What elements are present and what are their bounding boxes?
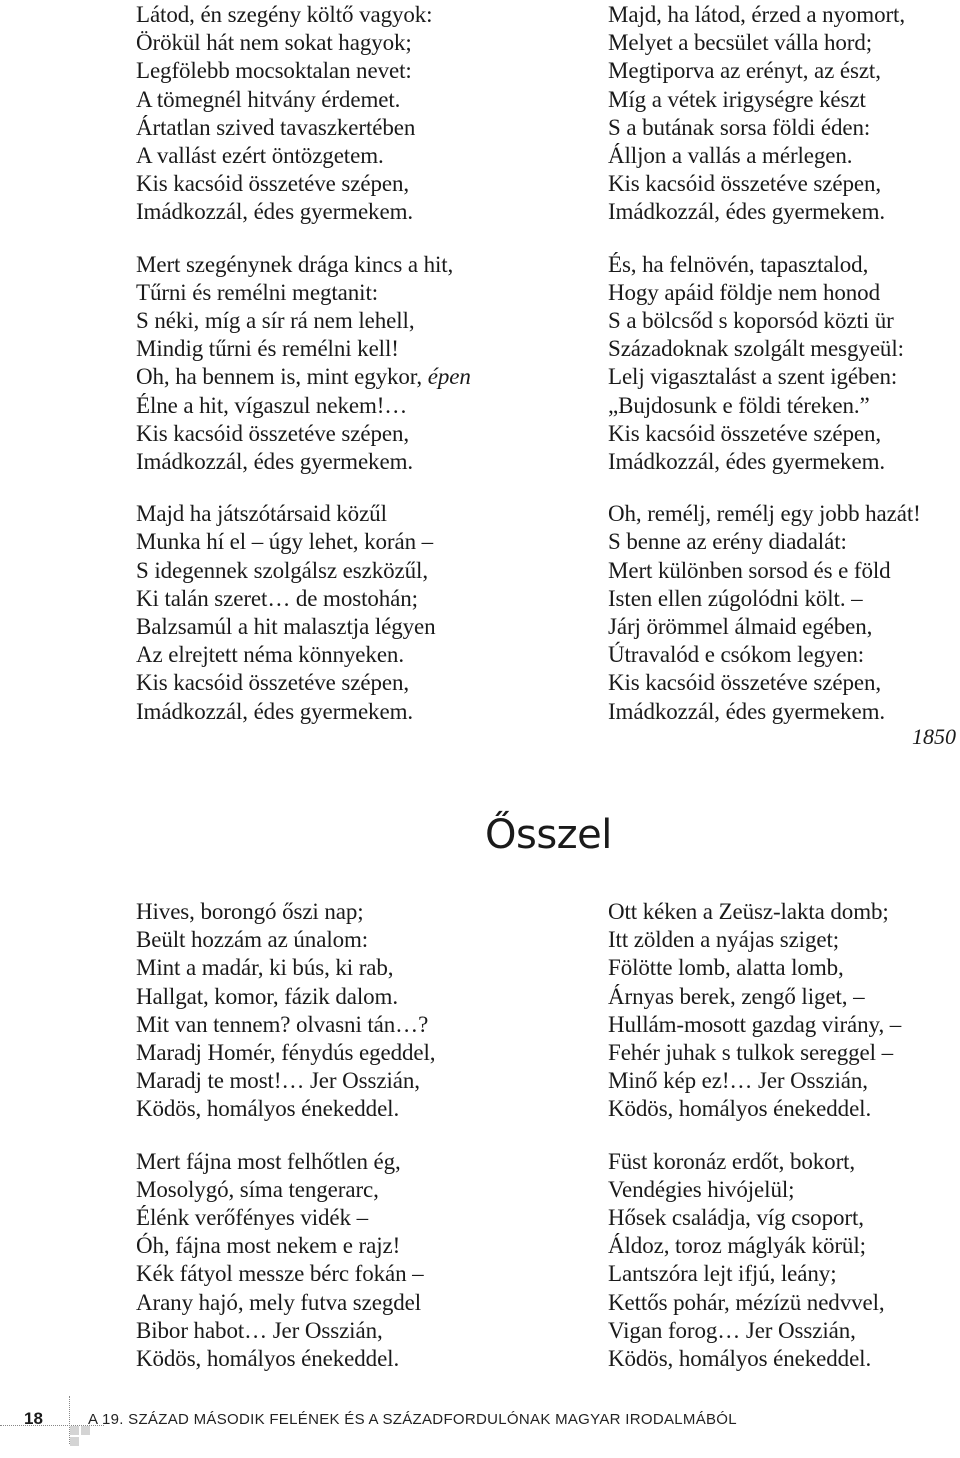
stanza [136,500,471,726]
verse-line: Mert szegénynek drága kincs a hit, [136,251,454,277]
verse-line: Lelj vigasztalást a szent igében: [608,364,898,390]
verse-line: Áldoz, toroz máglyák körül; [608,1233,866,1259]
stanza [136,1,471,227]
verse-line: Hives, borongó őszi nap; [136,899,364,924]
verse-line: Ködös, homályos énekeddel. [136,1346,400,1372]
verse-line: S idegennek szolgálsz eszközűl, [136,557,428,583]
verse-line: Oh, remélj, remélj egy jobb hazát! [608,501,921,527]
verse-line: Kis kacsóid összetéve szépen, [608,420,882,446]
verse-line: Ködös, homályos énekeddel. [608,1096,872,1122]
verse-line: Imádkozzál, édes gyermekem. [136,199,414,225]
verse-line: Itt zölden a nyájas sziget; [608,927,840,953]
verse-line: Minő kép ez!… Jer Osszián, [608,1068,868,1094]
verse-line: A vallást ezért öntözgetem. [136,143,384,169]
verse-line: Oh, ha bennem is, mint egykor, épen [136,364,471,390]
running-head: A 19. SZÁZAD MÁSODIK FELÉNEK ÉS A SZÁZADFORDULÓNAK MAGYAR IRODALMÁBÓL [88,1411,737,1428]
poem1-left-column [136,1,471,726]
verse-line: S néki, míg a sír rá nem lehell, [136,308,415,334]
verse-line: Ködös, homályos énekeddel. [136,1096,400,1122]
verse-line: Ki talán szeret… de mostohán; [136,585,418,611]
verse-line: Századoknak szolgált mesgyeül: [608,336,904,362]
verse-line: Mert különben sorsod és e föld [608,557,891,583]
poem1-right-column [608,1,921,726]
verse-line: Óh, fájna most nekem e rajz! [136,1233,401,1259]
verse-line: Az elrejtett néma könnyeken. [136,642,404,668]
italic-word: épen [427,364,471,390]
verse-line: S benne az erény diadalát: [608,529,847,555]
stanza [136,251,471,477]
verse-line: Míg a vétek irigységre készt [608,86,866,112]
verse-line: Imádkozzál, édes gyermekem. [136,698,414,724]
stanza [608,251,921,477]
verse-line: Mosolygó, síma tengerarc, [136,1176,379,1202]
verse-line: Majd ha játszótársaid közűl [136,501,387,527]
stanza [608,898,901,1124]
verse-line: Melyet a becsület válla hord; [608,30,873,56]
verse-line: Bibor habot… Jer Osszián, [136,1317,383,1343]
verse-line: Vendégies hivójelül; [608,1176,795,1202]
verse-line: Örökül hát nem sokat hagyok; [136,30,412,56]
verse-line: Füst koronáz erdőt, bokort, [608,1148,856,1174]
verse-line: Útravalód e csókom legyen: [608,642,865,668]
verse-line: Ködös, homályos énekeddel. [608,1346,872,1372]
verse-line: Ott kéken a Zeüsz-lakta domb; [608,899,889,924]
stanza [136,898,435,1124]
verse-line: Isten ellen zúgolódni költ. – [608,585,863,611]
verse-line: Ártatlan szived tavaszkertében [136,114,416,140]
decorative-square [70,1426,79,1435]
verse-line: Hullám-mosott gazdag virány, – [608,1011,902,1037]
stanza [608,1,921,227]
verse-line: Maradj Homér, fénydús egeddel, [136,1040,436,1066]
page-footer [0,1396,960,1458]
verse-line: Hallgat, komor, fázik dalom. [136,983,398,1009]
verse-line: Kis kacsóid összetéve szépen, [608,670,882,696]
verse-line: Vigan forog… Jer Osszián, [608,1317,856,1343]
verse-line: Hogy apáid földje nem honod [608,279,880,305]
verse-line: Tűrni és remélni megtanit: [136,279,379,305]
stanza [608,1148,901,1374]
verse-line: Imádkozzál, édes gyermekem. [136,449,414,475]
verse-line: Mit van tennem? olvasni tán…? [136,1011,429,1037]
poem-date: 1850 [912,724,956,749]
verse-line: „Bujdosunk e földi téreken.” [608,392,870,418]
verse-line: Imádkozzál, édes gyermekem. [608,199,886,225]
verse-line: Maradj te most!… Jer Osszián, [136,1068,420,1094]
verse-line: Arany hajó, mely futva szegdel [136,1289,422,1315]
verse-line: Kék fátyol messze bérc fokán – [136,1261,424,1287]
verse-line: Mert fájna most felhőtlen ég, [136,1148,401,1174]
verse-line: Imádkozzál, édes gyermekem. [608,449,886,475]
verse-line: S a butának sorsa földi éden: [608,114,871,140]
verse-line: Kis kacsóid összetéve szépen, [136,670,410,696]
poem-title: Ősszel [485,812,612,858]
verse-line: Munka hí el – úgy lehet, korán – [136,529,434,555]
poem2-right-column [608,898,901,1373]
verse-line: Fehér juhak s tulkok sereggel – [608,1040,893,1066]
verse-line: Fölötte lomb, alatta lomb, [608,955,844,981]
verse-line: Majd, ha látod, érzed a nyomort, [608,2,905,27]
verse-line: Látod, én szegény költő vagyok: [136,2,433,27]
verse-line: És, ha felnövén, tapasztalod, [608,251,869,277]
stanza [136,1148,435,1374]
verse-line: A tömegnél hitvány érdemet. [136,86,401,112]
verse-line: Élénk verőfényes vidék – [136,1205,368,1231]
verse-line: Legfölebb mocsoktalan nevet: [136,58,412,84]
verse-line: Álljon a vallás a mérlegen. [608,143,853,169]
verse-line: Imádkozzál, édes gyermekem. [608,698,886,724]
verse-line: Kettős pohár, mézízü nedvvel, [608,1289,885,1315]
verse-line: Balzsamúl a hit malasztja légyen [136,614,436,640]
verse-line: Mindig tűrni és remélni kell! [136,336,399,362]
verse-line: Beült hozzám az únalom: [136,927,369,953]
verse-line: Árnyas berek, zengő liget, – [608,983,865,1009]
verse-line: S a bölcsőd s koporsód közti ür [608,308,894,334]
verse-line: Hősek családja, víg csoport, [608,1205,864,1231]
poem2-left-column [136,898,435,1373]
verse-line: Kis kacsóid összetéve szépen, [608,171,882,197]
page-number: 18 [24,1409,43,1428]
verse-line: Kis kacsóid összetéve szépen, [136,420,410,446]
stanza [608,500,921,726]
verse-line: Kis kacsóid összetéve szépen, [136,171,410,197]
verse-line: Járj örömmel álmaid egében, [608,614,873,640]
verse-line: Lantszóra lejt ifjú, leány; [608,1261,837,1287]
decorative-square [70,1437,79,1446]
verse-line: Élne a hit, vígaszul nekem!… [136,392,408,418]
verse-line: Megtiporva az erényt, az észt, [608,58,881,84]
verse-line: Mint a madár, ki bús, ki rab, [136,955,394,981]
